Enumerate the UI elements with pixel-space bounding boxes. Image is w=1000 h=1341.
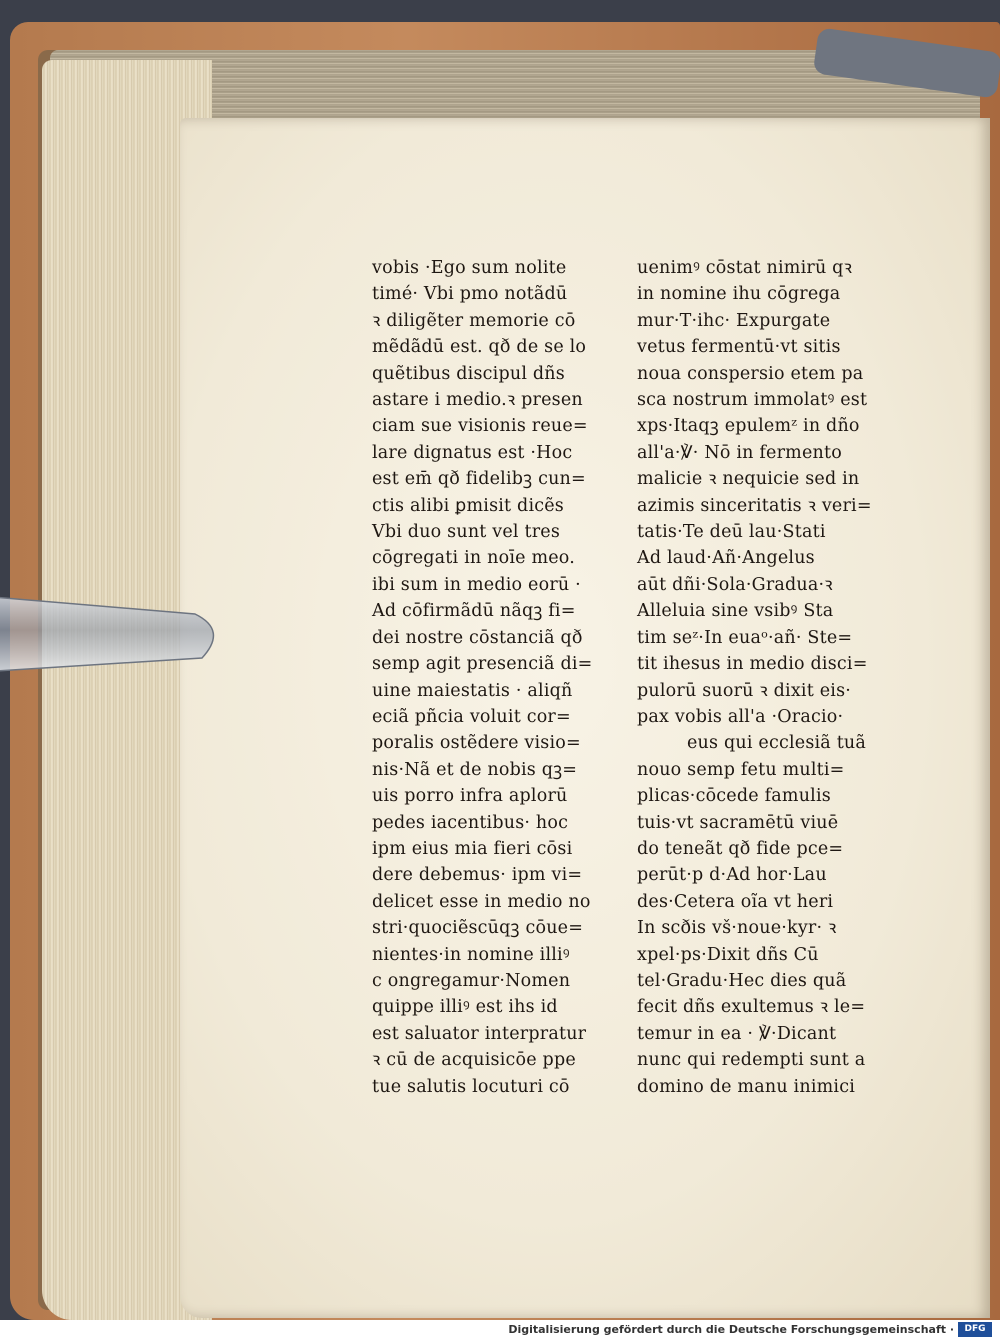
text-line: uenimꝰ cōstat nimirū qꝛ [637, 258, 853, 278]
text-line: dere debemus· ipm vi= [372, 865, 583, 886]
text-line: perūt·p d·Ad hor·Lau [637, 865, 827, 886]
text-line: vobis ·Ego sum nolite [372, 258, 567, 278]
text-line: est em̄ qð fidelibꝫ cun= [372, 469, 586, 490]
text-line: nouo semp fetu multi= [637, 759, 845, 780]
dfg-credit: Digitalisierung gefördert durch die Deutsche Forschungsgemeinschaft · [508, 1323, 954, 1336]
text-line: pax vobis all'a ·Oracio· [637, 706, 844, 727]
text-line: Ad laud·Añ·Angelus [637, 548, 815, 569]
text-line: xpel·ps·Dixit dñs Cū [637, 944, 819, 965]
text-line: tel·Gradu·Hec dies quã [637, 970, 847, 991]
text-line: mẽdãdū est. qð de se lo [372, 337, 587, 358]
text-line: do teneãt qð fide pce= [637, 838, 844, 859]
text-line: des·Cetera oĩa vt heri [637, 891, 834, 912]
text-line: xps·Itaqꝫ epulemᶻ in dño [637, 416, 860, 437]
text-line: ctis alibi ꝑmisit dicẽs [372, 495, 564, 516]
text-line: tuis·vt sacramētū viuē [637, 812, 839, 833]
text-line: quippe illiꝰ est ihs id [372, 997, 558, 1018]
text-line: ꝛ diligẽter memorie cō [372, 310, 576, 331]
dfg-logo: DFG [958, 1322, 992, 1337]
text-line: tit ihesus in medio disci= [637, 654, 868, 675]
text-line: c ongregamur·Nomen [372, 970, 571, 991]
text-line: aūt dñi·Sola·Gradua·ꝛ [637, 574, 833, 595]
text-line: stri·quociẽscūqꝫ cōue= [372, 918, 584, 939]
text-line: temur in ea · ℣·Dicant [637, 1023, 837, 1044]
text-line: vetus fermentū·vt sitis [637, 337, 841, 358]
text-line: fecit dñs exultemus ꝛ le= [637, 997, 866, 1018]
text-line: pedes iacentibus· hoc [372, 812, 569, 833]
text-line: cōgregati in noīe meo. [372, 548, 575, 569]
text-line: uis porro infra aplorū [372, 786, 568, 807]
text-line: ipm eius mia fieri cōsi [372, 838, 573, 859]
text-line: ibi sum in medio eorū · [372, 574, 581, 595]
text-line: tim seᶻ·In euaᵒ·añ· Ste= [637, 627, 853, 648]
glass-page-weight [0, 592, 230, 674]
text-line: tue salutis locuturi cō [372, 1076, 570, 1097]
text-column-left [372, 255, 593, 1100]
text-line: all'a·℣· Nō in fermento [637, 442, 842, 463]
text-line: delicet esse in medio no [372, 891, 591, 912]
text-line: mur·T·ihc· Expurgate [637, 310, 831, 331]
text-line: nunc qui redempti sunt a [637, 1050, 866, 1071]
text-line: malicie ꝛ nequicie sed in [637, 469, 860, 490]
text-line: eus qui ecclesiã tuã [687, 733, 867, 754]
text-line: Vbi duo sunt vel tres [372, 522, 561, 543]
text-line: nis·Nã et de nobis qꝫ= [372, 759, 578, 780]
text-line: dei nostre cōstanciã qð [372, 627, 583, 648]
text-line: sca nostrum immolatꝰ est [637, 390, 868, 411]
text-line: noua conspersio etem pa [637, 363, 864, 384]
text-line: Alleluia sine vsibꝰ Sta [637, 601, 834, 622]
text-line: tatis·Te deū lau·Stati [637, 522, 826, 543]
text-line: nientes·in nomine illiꝰ [372, 944, 570, 965]
text-line: est saluator interpratur [372, 1023, 587, 1044]
text-line: lare dignatus est ·Hoc [372, 442, 573, 463]
text-line: ꝛ cū de acquisicōe ppe [372, 1050, 576, 1071]
text-line: in nomine ihu cōgrega [637, 284, 841, 305]
text-line: eciã pñcia voluit cor= [372, 706, 571, 727]
text-line: In scðis vš·noue·kyr· ꝛ [637, 918, 837, 939]
text-line: astare i medio.ꝛ presen [372, 390, 583, 411]
text-line: timé· Vbi pmo notãdū [372, 284, 568, 305]
footer-bar [0, 1320, 1000, 1341]
text-line: quẽtibus discipul dñs [372, 363, 565, 384]
text-line: poralis ostẽdere visio= [372, 733, 581, 754]
text-line: ciam sue visionis reue= [372, 416, 588, 437]
text-line: domino de manu inimici [637, 1076, 856, 1097]
text-line: azimis sinceritatis ꝛ veri= [637, 495, 872, 516]
text-column-right [637, 255, 872, 1100]
text-line: pulorū suorū ꝛ dixit eis· [637, 680, 852, 701]
text-line: semp agit presenciã di= [372, 654, 593, 675]
text-line: Ad cōfirmãdū nãqꝫ fi= [372, 601, 576, 622]
text-line: plicas·cōcede famulis [637, 786, 831, 807]
text-line: uine maiestatis · aliqñ [372, 680, 573, 701]
